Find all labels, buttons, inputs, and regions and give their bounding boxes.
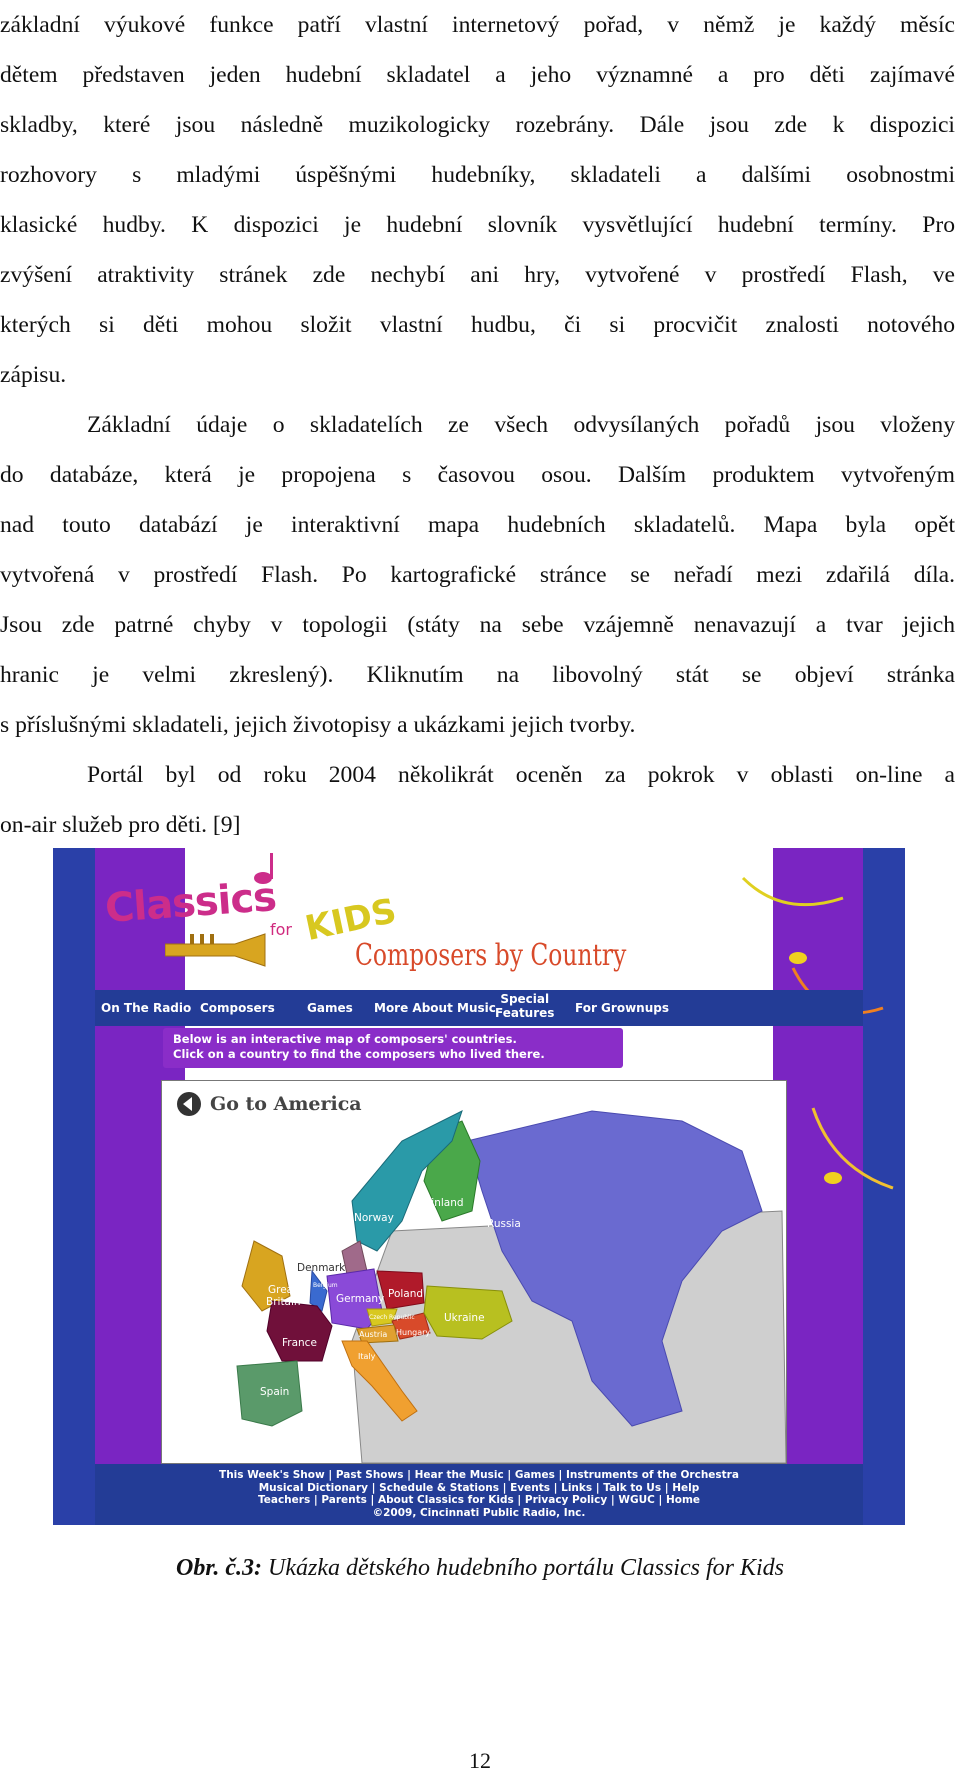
logo-kids-text: KIDS	[301, 890, 400, 950]
figure-caption	[0, 1555, 960, 1582]
label-belgium: Belgium	[313, 1282, 338, 1289]
text-line: Základní údaje o skladatelích ze všech odvysílaných pořadů jsou vloženy	[87, 412, 955, 438]
info-line-2: Click on a country to find the composers who lived there.	[173, 1047, 545, 1061]
europe-map-svg	[162, 1081, 786, 1463]
label-great: Great	[268, 1284, 298, 1296]
label-france: France	[282, 1337, 317, 1349]
info-line-1: Below is an interactive map of composers' countries.	[173, 1032, 517, 1046]
nav-special-line1: Special	[500, 992, 550, 1006]
site-navigation	[95, 990, 863, 1026]
nav-special-features[interactable]	[495, 992, 554, 1020]
label-russia: Russia	[487, 1218, 521, 1230]
text-line: nad touto databází je interaktivní mapa hudebních skladatelů. Mapa byla opět	[0, 512, 955, 538]
label-austria: Austria	[359, 1330, 388, 1339]
site-footer	[95, 1464, 863, 1525]
map-instructions	[163, 1028, 623, 1068]
text-line: klasické hudby. K dispozici je hudební slovník vysvětlující hudební termíny. Pro	[0, 212, 955, 238]
label-germany: Germany	[336, 1293, 385, 1305]
label-italy: Italy	[358, 1352, 376, 1361]
label-hungary: Hungary	[396, 1328, 431, 1337]
paragraph-2	[0, 400, 955, 750]
paragraph-1	[0, 0, 955, 400]
label-ukraine: Ukraine	[444, 1312, 485, 1324]
body-text	[0, 0, 955, 850]
page-number: 12	[469, 1748, 491, 1773]
nav-special-line2: Features	[495, 1006, 555, 1020]
caption-label: Obr. č.3:	[176, 1555, 262, 1581]
label-czech-republic: Czech Republic	[369, 1314, 415, 1321]
figure-screenshot	[53, 848, 905, 1525]
label-poland: Poland	[388, 1288, 424, 1300]
footer-line-3[interactable]: Teachers | Parents | About Classics for Kids | Privacy Policy | WGUC | Home	[257, 1494, 701, 1506]
composers-by-country-title: Composers by Country	[355, 938, 627, 973]
text-line: Portál byl od roku 2004 několikrát oceněn za pokrok v oblasti on-line a	[87, 762, 955, 788]
back-arrow-icon	[176, 1091, 202, 1117]
label-spain: Spain	[260, 1386, 290, 1398]
text-line: dětem představen jeden hudební skladatel a jeho významné a pro děti zajímavé	[0, 62, 955, 88]
text-line: zápisu.	[0, 362, 67, 388]
nav-more-about-music[interactable]: More About Music	[374, 1001, 496, 1015]
label-finland: Finland	[426, 1197, 464, 1209]
logo-classics-text: Classics	[103, 874, 278, 932]
text-line: s příslušnými skladateli, jejich životopisy a ukázkami jejich tvorby.	[0, 712, 636, 738]
text-line: rozhovory s mladými úspěšnými hudebníky, skladateli a dalšími osobnostmi	[0, 162, 955, 188]
logo-for-text: for	[270, 920, 292, 939]
go-to-america-link[interactable]	[176, 1091, 362, 1117]
nav-on-the-radio[interactable]: On The Radio	[101, 1001, 192, 1015]
footer-line-1[interactable]: This Week's Show | Past Shows | Hear the Music | Games | Instruments of the Orchestra	[219, 1469, 739, 1481]
interactive-europe-map	[161, 1080, 787, 1464]
go-to-america-label: Go to America	[210, 1093, 362, 1115]
nav-games[interactable]: Games	[307, 1001, 353, 1015]
trumpet-icon	[165, 932, 275, 968]
text-line: základní výukové funkce patří vlastní internetový pořad, v němž je každý měsíc	[0, 12, 955, 38]
text-line: skladby, které jsou následně muzikologicky rozebrány. Dále jsou zde k dispozici	[0, 112, 955, 138]
text-line: hranic je velmi zkreslený). Kliknutím na libovolný stát se objeví stránka	[0, 662, 955, 688]
label-norway: Norway	[354, 1212, 394, 1224]
label-denmark: Denmark	[297, 1262, 346, 1274]
footer-line-2[interactable]: Musical Dictionary | Schedule & Stations | Events | Links | Talk to Us | Help	[258, 1481, 700, 1494]
caption-text: Ukázka dětského hudebního portálu Classics for Kids	[268, 1555, 784, 1581]
nav-for-grownups[interactable]: For Grownups	[575, 1001, 669, 1015]
text-line: Jsou zde patrné chyby v topologii (státy na sebe vzájemně nenavazují a tvar jejich	[0, 612, 955, 638]
paragraph-3	[0, 750, 955, 850]
nav-composers[interactable]: Composers	[200, 1001, 275, 1015]
footer-copyright: ©2009, Cincinnati Public Radio, Inc.	[372, 1506, 586, 1519]
label-britain: Britain	[266, 1296, 301, 1308]
text-line: on-air služeb pro děti. [9]	[0, 812, 241, 838]
text-line: do databáze, která je propojena s časovou osou. Dalším produktem vytvořeným	[0, 462, 955, 488]
text-line: vytvořená v prostředí Flash. Po kartografické stránce se neřadí mezi zdařilá díla.	[0, 562, 955, 588]
text-line: zvýšení atraktivity stránek zde nechybí ani hry, vytvořené v prostředí Flash, ve	[0, 262, 955, 288]
text-line: kterých si děti mohou složit vlastní hudbu, či si procvičit znalosti notového	[0, 312, 955, 338]
